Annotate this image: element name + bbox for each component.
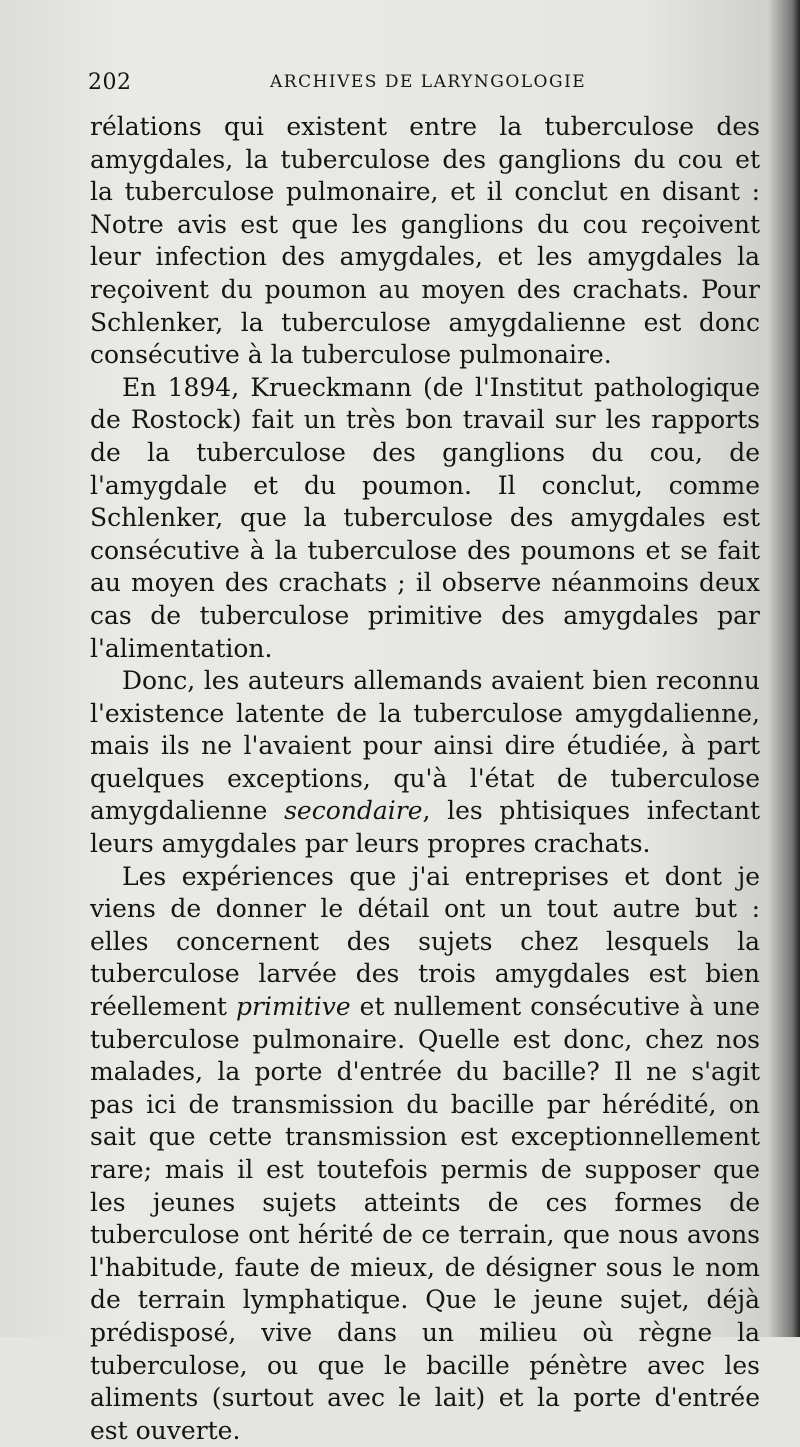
paragraph-text-after: et nullement consécutive à une tuberculose pulmonaire. Quelle est donc, chez nos malades, la porte d'entrée du bacille? Il ne s'agit pas ici de transmission du bacille par hérédité, on sait que cette transmission est exceptionnellement rare; mais il est toutefois permis de supposer que les jeunes sujets atteints de ces formes de tuberculose ont hérité de ce terrain, que nous avons l'habitude, faute de mieux, de désigner sous le nom de terrain lymphatique. Que le jeune sujet, déjà prédisposé, vive dans un milieu où règne la tuberculose, ou que le bacille pénètre avec les aliments (surtout avec le lait) et la porte d'entrée est ouverte.: [90, 992, 760, 1445]
body-text: [90, 111, 760, 1447]
italic-term-primitive: primitive: [236, 992, 351, 1022]
italic-term-secondaire: secondaire: [284, 796, 423, 826]
paragraph-continuation: rélations qui existent entre la tuberculose des amygdales, la tuberculose des ganglions du cou et la tuberculose pulmonaire, et il conclut en disant : Notre avis est que les ganglions du cou reçoivent leur infection des amygdales, et les amygdales la reçoivent du poumon au moyen des crachats. Pour Schlenker, la tuberculose amygdalienne est donc consécutive à la tuberculose pulmonaire.: [90, 112, 760, 370]
paragraph-auteurs-allemands: [90, 665, 760, 861]
paragraph-text-after: , les phtisiques infectant leurs amygdales par leurs propres crachats.: [90, 796, 760, 859]
paragraph-krueckmann: En 1894, Krueckmann (de l'Institut pathologique de Rostock) fait un très bon travail sur les rapports de la tuberculose des ganglions du cou, de l'amygdale et du poumon. Il conclut, comme Schlenker, que la tuberculose des amygdales est consécutive à la tuberculose des poumons et se fait au moyen des crachats ; il observe néanmoins deux cas de tuberculose primitive des amygdales par l'alimentation.: [90, 372, 760, 663]
paragraph-experiences: [90, 861, 760, 1447]
paragraph-text-before: Donc, les auteurs allemands avaient bien reconnu l'existence latente de la tuberculose amygdalienne, mais ils ne l'avaient pour ainsi dire étudiée, à part quelques exceptions, qu'à l'état de tuberculose amygdalienne: [90, 666, 760, 826]
running-title: ARCHIVES DE LARYNGOLOGIE: [270, 72, 587, 92]
paragraph-text-before: Les expériences que j'ai entreprises et dont je viens de donner le détail ont un tout autre but : elles concernent des sujets chez lesquels la tuberculose larvée des trois amygdales est bien réellement: [90, 861, 760, 1022]
page-number: 202: [88, 70, 132, 95]
